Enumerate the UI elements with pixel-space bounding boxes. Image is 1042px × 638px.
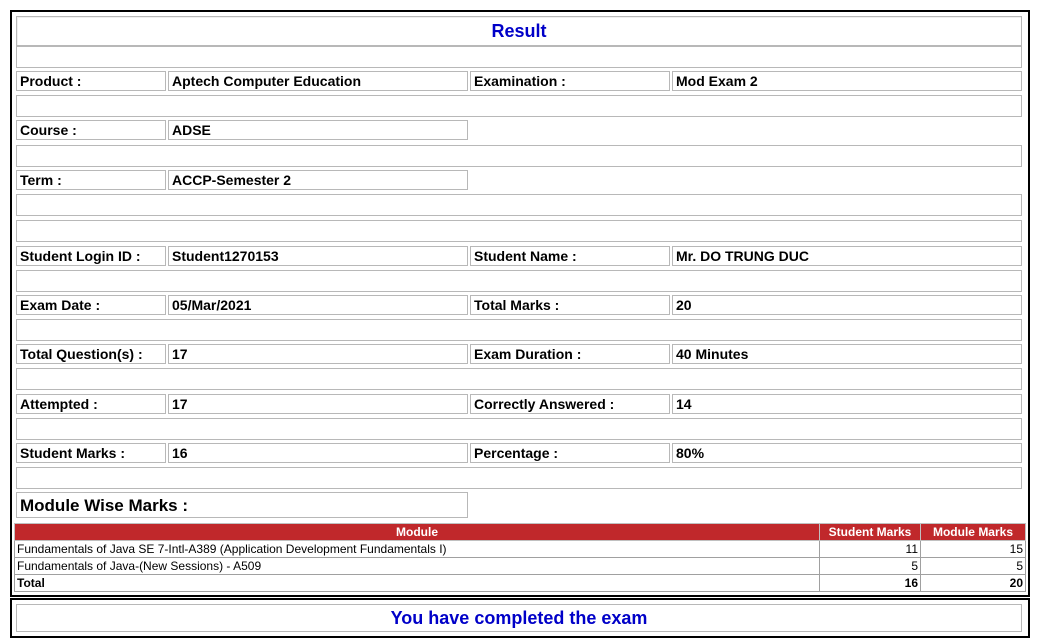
table-header-row: [15, 524, 1026, 541]
percentage-label: Percentage :: [470, 443, 670, 463]
login-value: Student1270153: [168, 246, 468, 266]
product-value: Aptech Computer Education: [168, 71, 468, 91]
student-name-label: Student Name :: [470, 246, 670, 266]
exam-date-label: Exam Date :: [16, 295, 166, 315]
module-marks-cell: 15: [921, 541, 1026, 558]
exam-date-value: 05/Mar/2021: [168, 295, 468, 315]
duration-value: 40 Minutes: [672, 344, 1022, 364]
module-marks-table: [14, 523, 1026, 592]
total-marks-value: 20: [672, 295, 1022, 315]
spacer-row: [16, 95, 1022, 117]
total-module-marks-cell: 20: [921, 575, 1026, 592]
spacer-row: [16, 319, 1022, 341]
questions-label: Total Question(s) :: [16, 344, 166, 364]
result-panel: [10, 10, 1030, 597]
spacer-row: [16, 46, 1022, 68]
attempted-value: 17: [168, 394, 468, 414]
module-name-cell: Fundamentals of Java SE 7-Intl-A389 (Application Development Fundamentals I): [15, 541, 820, 558]
spacer-row: [16, 194, 1022, 216]
student-marks-cell: 11: [820, 541, 921, 558]
student-marks-cell: 5: [820, 558, 921, 575]
completion-panel: [10, 598, 1030, 638]
correct-label: Correctly Answered :: [470, 394, 670, 414]
login-label: Student Login ID :: [16, 246, 166, 266]
course-label: Course :: [16, 120, 166, 140]
module-marks-column-header: Module Marks: [921, 524, 1026, 541]
total-marks-label: Total Marks :: [470, 295, 670, 315]
module-name-cell: Fundamentals of Java-(New Sessions) - A509: [15, 558, 820, 575]
spacer-row: [16, 467, 1022, 489]
module-wise-marks-heading: Module Wise Marks :: [16, 492, 468, 518]
product-label: Product :: [16, 71, 166, 91]
total-label-cell: Total: [15, 575, 820, 592]
duration-label: Exam Duration :: [470, 344, 670, 364]
spacer-row: [16, 368, 1022, 390]
student-marks-column-header: Student Marks: [820, 524, 921, 541]
course-value: ADSE: [168, 120, 468, 140]
spacer-row: [16, 145, 1022, 167]
examination-label: Examination :: [470, 71, 670, 91]
student-name-value: Mr. DO TRUNG DUC: [672, 246, 1022, 266]
student-marks-value: 16: [168, 443, 468, 463]
module-column-header: Module: [15, 524, 820, 541]
percentage-value: 80%: [672, 443, 1022, 463]
table-total-row: [15, 575, 1026, 592]
questions-value: 17: [168, 344, 468, 364]
result-title: Result: [491, 20, 547, 41]
examination-value: Mod Exam 2: [672, 71, 1022, 91]
completion-message-cell: [16, 604, 1022, 632]
completion-message: You have completed the exam: [390, 607, 648, 628]
spacer-row: [16, 418, 1022, 440]
term-label: Term :: [16, 170, 166, 190]
spacer-row: [16, 270, 1022, 292]
table-row: [15, 541, 1026, 558]
total-student-marks-cell: 16: [820, 575, 921, 592]
module-marks-cell: 5: [921, 558, 1026, 575]
student-marks-label: Student Marks :: [16, 443, 166, 463]
correct-value: 14: [672, 394, 1022, 414]
result-title-cell: [16, 16, 1022, 46]
table-row: [15, 558, 1026, 575]
term-value: ACCP-Semester 2: [168, 170, 468, 190]
spacer-row: [16, 220, 1022, 242]
attempted-label: Attempted :: [16, 394, 166, 414]
